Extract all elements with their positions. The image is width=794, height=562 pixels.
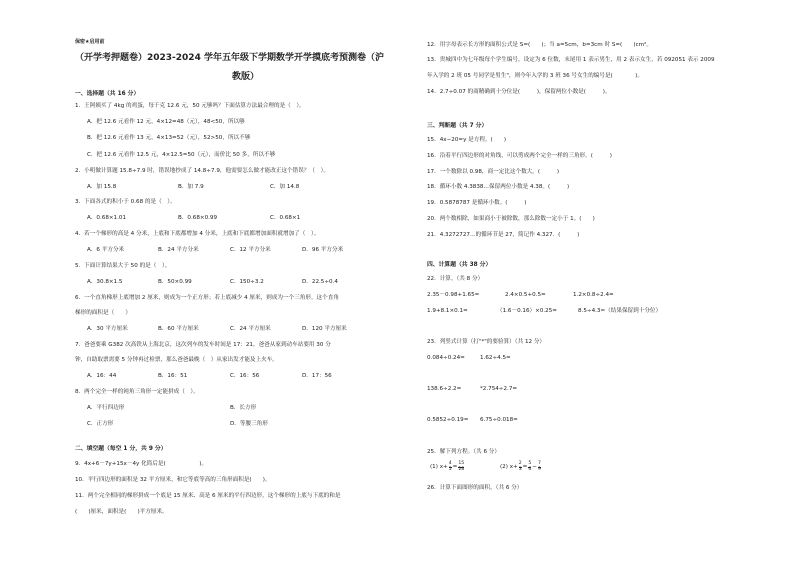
q23-item-5: 0.5852÷0.19= bbox=[427, 417, 469, 423]
question-11-line2: ( )厘米，面积是( )平方厘米。 bbox=[75, 509, 168, 515]
question-18: 18．循环小数 4.3838…保留两位小数是 4.38。( ) bbox=[427, 184, 570, 190]
equals-sign: = bbox=[522, 463, 528, 470]
fraction-denominator: 5 bbox=[448, 466, 452, 472]
q7-option-d: D．17：56 bbox=[302, 373, 332, 379]
equation-2-fraction-3 bbox=[538, 462, 541, 473]
question-20: 20．两个数相除，如果商小于被除数，那么除数一定小于 1。( ) bbox=[427, 216, 595, 222]
q3-option-a: A．0.68×1.01 bbox=[87, 215, 127, 221]
q7-option-b: B．16：51 bbox=[158, 373, 188, 379]
question-21: 21．4.3272727…的循环节是 27，简记作 4.327．( ) bbox=[427, 232, 580, 238]
q22-item-1: 2.35－0.98+1.65= bbox=[427, 292, 480, 298]
fraction-numerator: 4 bbox=[448, 461, 452, 466]
q8-option-d: D．等腰三角形 bbox=[230, 421, 268, 427]
q4-option-c: C．12 平方分米 bbox=[230, 247, 271, 253]
q5-option-b: B．50×0.99 bbox=[158, 279, 192, 285]
q4-option-b: B．24 平方分米 bbox=[158, 247, 199, 253]
question-15: 15．4x−20=y 是方程。( ) bbox=[427, 137, 507, 143]
q22-item-4: 1.9+8.1×0.1= bbox=[427, 308, 468, 314]
section-judge: 三、判断题（共 7 分） bbox=[427, 123, 488, 129]
q23-item-4: *2.754÷2.7= bbox=[480, 386, 518, 392]
q1-option-c: C．把 12.6 元看作 12.5 元，4×12.5=50（元），而价比 50 多，所以不够 bbox=[87, 152, 276, 158]
confidential-mark: 保密★启用前 bbox=[75, 39, 105, 45]
question-9: 9．4x+6－7y+15x－4y 化简后是( )。 bbox=[75, 461, 207, 467]
equation-1-label: (1) x+ bbox=[430, 463, 448, 470]
question-13-line2: 年入学的 2 班 05 号同学是男生"，则今年入学的 3 班 36 号女生的编号是( )。 bbox=[427, 73, 643, 79]
equation-1-fraction-2 bbox=[458, 462, 464, 473]
q6-option-d: D．120 平方厘米 bbox=[302, 326, 347, 332]
page-title-line1: （开学考押题卷）2023-2024 学年五年级下学期数学开学摸底考预测卷（沪 bbox=[75, 53, 384, 63]
equation-2-fraction-2 bbox=[528, 462, 531, 473]
fraction-numerator: 7 bbox=[537, 461, 541, 466]
question-6-line2: 梯形的面积是（ ） bbox=[75, 310, 131, 316]
q1-option-b: B．把 12.6 元看作 13 元，4×13=52（元），52>50，所以不够 bbox=[87, 135, 251, 141]
question-10: 10．平行四边形的面积是 32 平方厘米，和它等底等高的三角形面积是( )。 bbox=[75, 477, 271, 483]
question-4: 4．若一个梯形的高是 4 分米，上底和下底都增加 4 分米，上底和下底都增加面积就增加了（ ）。 bbox=[75, 231, 320, 237]
q2-option-a: A．加 15.8 bbox=[87, 184, 117, 190]
q2-option-b: B．加 7.9 bbox=[178, 184, 204, 190]
question-7-line1: 7．爸爸要乘 G382 次高铁从上海北京，这次列车的发车时间是 17：21，爸爸从家到动车站要用 30 分 bbox=[75, 342, 331, 348]
q4-option-d: D．96 平方分米 bbox=[302, 247, 344, 253]
question-22: 22．计算。（共 8 分） bbox=[427, 276, 484, 282]
section-calc: 四、计算题（共 38 分） bbox=[427, 262, 492, 268]
equation-1 bbox=[430, 462, 465, 473]
section-choice: 一、选择题（共 16 分） bbox=[75, 91, 140, 97]
fraction-numerator: 15 bbox=[458, 461, 465, 466]
q22-item-6: 8.5÷4.3≈（结果保留到十分位） bbox=[578, 308, 662, 314]
q8-option-a: A．平行四边形 bbox=[87, 405, 125, 411]
q23-item-3: 138.6÷2.2= bbox=[427, 386, 462, 392]
question-25: 25．解下列方程。（共 6 分） bbox=[427, 449, 500, 455]
section-fill: 二、填空题（每空 1 分，共 9 分） bbox=[75, 446, 167, 452]
fraction-numerator: 2 bbox=[518, 461, 522, 466]
question-26: 26．计算下面图形的面积。（共 6 分） bbox=[427, 485, 523, 491]
question-14: 14．2.7÷0.07 的商精确到十分位是( )，保留两位小数是( )。 bbox=[427, 89, 611, 95]
q2-option-c: C．加 14.8 bbox=[270, 184, 300, 190]
equation-2-label: (2) x+ bbox=[500, 463, 518, 470]
fraction-denominator: 28 bbox=[458, 466, 465, 472]
fraction-denominator: 6 bbox=[528, 466, 532, 472]
fraction-denominator: 3 bbox=[518, 466, 522, 472]
question-6-line1: 6．一个直角梯形上底增加 2 厘米，则成为一个正方形；若上底减少 4 厘米，则成为一个三角形。这个直角 bbox=[75, 295, 339, 301]
question-1: 1．王阿姨买了 4kg 的鸡蛋，每千克 12.6 元，50 元够吗？下面估算方法最合理的是（ ）。 bbox=[75, 103, 305, 109]
q22-item-2: 2.4×0.5+0.5= bbox=[505, 292, 546, 298]
q6-option-a: A．30 平方厘米 bbox=[87, 326, 128, 332]
q4-option-a: A．6 平方分米 bbox=[87, 247, 125, 253]
q8-option-b: B．长方形 bbox=[230, 405, 257, 411]
question-16: 16．沿着平行四边形的对角线，可以剪成两个完全一样的三角形。( ) bbox=[427, 153, 612, 159]
q23-item-6: 6.75÷0.018= bbox=[480, 417, 518, 423]
equation-2 bbox=[500, 462, 542, 473]
question-2: 2．小明做计算题 15.8÷7.9 时，错误地抄成了 14.8÷7.9，他需要怎么做才能改正这个错误？（ ）。 bbox=[75, 168, 329, 174]
q22-item-5: （1.6－0.16）×0.25= bbox=[497, 308, 557, 314]
q7-option-a: A．16：44 bbox=[87, 373, 117, 379]
q6-option-b: B．60 平方厘米 bbox=[158, 326, 199, 332]
minus-sign: − bbox=[532, 463, 537, 470]
q23-item-2: 1.62÷4.5= bbox=[480, 355, 511, 361]
q22-item-3: 1.2×0.8÷2.4= bbox=[573, 292, 614, 298]
question-19: 19．0.5878787 是循环小数。( ) bbox=[427, 200, 527, 206]
q8-option-c: C．正方形 bbox=[87, 421, 114, 427]
question-7-line2: 钟，自助取票需要 5 分钟再过检票，那么爸爸最晚（ ）从家出发才能及上火车。 bbox=[75, 357, 278, 363]
question-13-line1: 13．贵城四中为七年级每个学生编号，设定为 6 位数，末尾用 1 表示男生，用 2 表示女生，若 092051 表示 2009 bbox=[427, 57, 715, 63]
q7-option-c: C．16：56 bbox=[230, 373, 260, 379]
q23-item-1: 0.084÷0.24= bbox=[427, 355, 465, 361]
equation-1-fraction-1 bbox=[449, 462, 452, 473]
q3-option-b: B．0.68×0.99 bbox=[178, 215, 218, 221]
fraction-numerator: 5 bbox=[528, 461, 532, 466]
q5-option-d: D．22.5÷0.4 bbox=[302, 279, 338, 285]
question-5: 5．下面计算结果大于 50 的是（ ）。 bbox=[75, 263, 171, 269]
question-3: 3．下面各式的积小于 0.68 的是（ ）。 bbox=[75, 199, 176, 205]
page-title-line2: 教版） bbox=[232, 72, 260, 82]
fraction-denominator: 9 bbox=[537, 466, 541, 472]
equation-2-fraction-1 bbox=[519, 462, 522, 473]
q5-option-c: C．150÷3.2 bbox=[230, 279, 264, 285]
question-11-line1: 11．两个完全相同的梯形拼成一个底是 15 厘米、高是 6 厘米的平行四边形，这个梯形的上底与下底的和是 bbox=[75, 493, 341, 499]
q5-option-a: A．30.8×1.5 bbox=[87, 279, 123, 285]
equals-sign: = bbox=[452, 463, 458, 470]
question-17: 17．一个数除以 0.98，商一定比这个数大。( ) bbox=[427, 169, 559, 175]
question-23: 23．列竖式计算（打"*"的要验算）（共 12 分） bbox=[427, 339, 546, 345]
question-8: 8．两个完全一样的钝角三角形一定能拼成（ ）。 bbox=[75, 389, 199, 395]
question-12: 12．用字母表示长方形的面积公式是 S=( )；当 a=5cm，b=3cm 时 S=( )cm²。 bbox=[427, 42, 652, 48]
q6-option-c: C．24 平方厘米 bbox=[230, 326, 271, 332]
q3-option-c: C．0.68×1 bbox=[270, 215, 301, 221]
q1-option-a: A．把 12.6 元看作 12 元，4×12=48（元），48<50，所以够 bbox=[87, 119, 245, 125]
